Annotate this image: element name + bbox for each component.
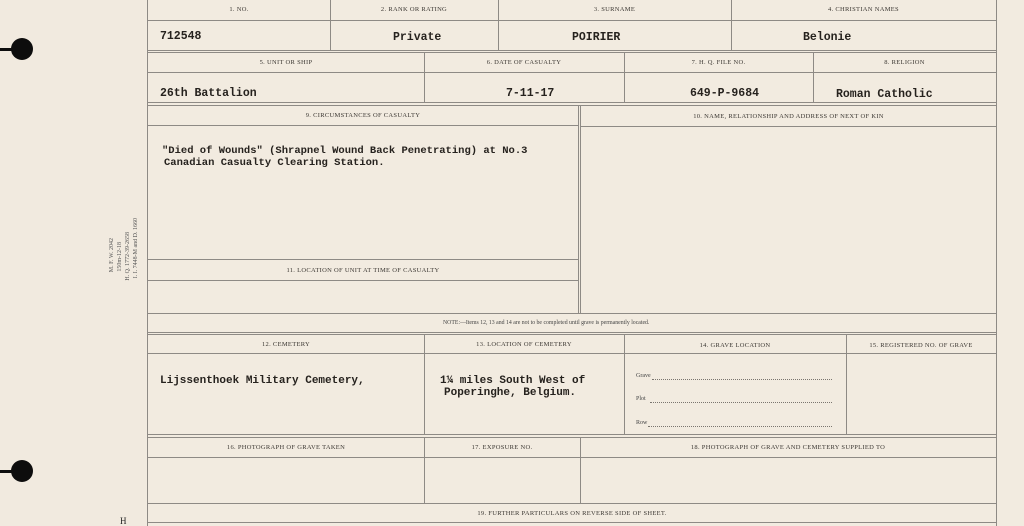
- rule: [581, 126, 996, 127]
- location-cemetery-line-1: 1¼ miles South West of: [440, 375, 586, 387]
- no-value: 712548: [160, 30, 202, 43]
- rule: [148, 332, 996, 333]
- rule: [148, 102, 996, 103]
- date-value: 7-11-17: [506, 87, 555, 100]
- date-label: 6. DATE OF CASUALTY: [486, 59, 562, 66]
- form-right-border: [996, 0, 997, 526]
- rule: [148, 280, 578, 281]
- rule: [148, 105, 996, 106]
- location-unit-label: 11. LOCATION OF UNIT AT TIME OF CASUALTY: [286, 267, 440, 274]
- surname-label: 3. SURNAME: [593, 6, 636, 13]
- note-text: NOTE:—Items 12, 13 and 14 are not to be completed until grave is permanently located.: [443, 320, 650, 326]
- rule: [148, 522, 996, 523]
- rule: [148, 353, 996, 354]
- photo-taken-label: 16. PHOTOGRAPH OF GRAVE TAKEN: [226, 444, 346, 451]
- side-print-2: 150m-12-18: [117, 242, 123, 272]
- religion-value: Roman Catholic: [836, 88, 933, 101]
- circumstances-label: 9. CIRCUMSTANCES OF CASUALTY: [305, 112, 421, 119]
- circumstances-line-2: Canadian Casualty Clearing Station.: [164, 157, 385, 169]
- hq-file-value: 649-P-9684: [690, 87, 760, 100]
- surname-value: POIRIER: [572, 31, 621, 44]
- punch-hole-top-line: [0, 48, 14, 51]
- rule: [148, 125, 578, 126]
- cemetery-value: Lijssenthoek Military Cemetery,: [160, 375, 365, 387]
- christian-names-label: 4. CHRISTIAN NAMES: [828, 6, 899, 13]
- unit-value: 26th Battalion: [160, 87, 257, 100]
- plot-field-line: [650, 402, 832, 403]
- exposure-label: 17. EXPOSURE NO.: [471, 444, 533, 451]
- grave-field-label: Grave: [636, 373, 651, 379]
- location-cemetery-line-2: Poperinghe, Belgium.: [444, 387, 577, 399]
- plot-field-label: Plot: [636, 396, 646, 402]
- rule: [846, 334, 847, 434]
- side-print-1: M. F. W. 2042: [109, 238, 115, 273]
- hq-file-label: 7. H. Q. FILE NO.: [691, 59, 746, 66]
- rule: [624, 334, 625, 434]
- christian-names-value: Belonie: [803, 31, 852, 44]
- bottom-mark: H: [120, 516, 127, 526]
- location-cemetery-label: 13. LOCATION OF CEMETERY: [476, 341, 572, 348]
- rule: [148, 437, 996, 438]
- photo-supplied-label: 18. PHOTOGRAPH OF GRAVE AND CEMETERY SUPPLIED TO: [690, 444, 886, 451]
- rule: [580, 105, 581, 313]
- rule: [148, 457, 996, 458]
- next-of-kin-label: 10. NAME, RELATIONSHIP AND ADDRESS OF NEXT OF KIN: [693, 113, 884, 120]
- punch-hole-bottom: [11, 460, 33, 482]
- rule: [148, 72, 996, 73]
- cemetery-label: 12. CEMETERY: [261, 341, 311, 348]
- rule: [148, 50, 996, 51]
- rule: [148, 313, 996, 314]
- punch-hole-bottom-line: [0, 470, 14, 473]
- further-particulars-label: 19. FURTHER PARTICULARS ON REVERSE SIDE OF SHEET.: [477, 510, 667, 517]
- side-print-4: I. I. 7448-M and D. 1660: [133, 218, 139, 279]
- rule: [148, 52, 996, 53]
- rule: [148, 259, 578, 260]
- registered-no-label: 15. REGISTERED NO. OF GRAVE: [869, 342, 973, 349]
- rank-label: 2. RANK OR RATING: [380, 6, 448, 13]
- row-field-line: [648, 426, 832, 427]
- rank-value: Private: [393, 31, 442, 44]
- rule: [148, 20, 996, 21]
- no-label: 1. NO.: [229, 6, 249, 13]
- grave-location-label: 14. GRAVE LOCATION: [699, 342, 771, 349]
- rule: [578, 105, 579, 313]
- unit-label: 5. UNIT OR SHIP: [259, 59, 313, 66]
- row-field-label: Row: [636, 420, 648, 426]
- rule: [148, 334, 996, 335]
- rule: [424, 334, 425, 434]
- rule: [148, 434, 996, 435]
- punch-hole-top: [11, 38, 33, 60]
- rule: [148, 503, 996, 504]
- circumstances-line-1: "Died of Wounds" (Shrapnel Wound Back Penetrating) at No.3: [162, 145, 528, 157]
- grave-field-line: [652, 379, 832, 380]
- religion-label: 8. RELIGION: [884, 59, 925, 66]
- side-print-3: H. Q. 1772-39-2658: [125, 232, 131, 281]
